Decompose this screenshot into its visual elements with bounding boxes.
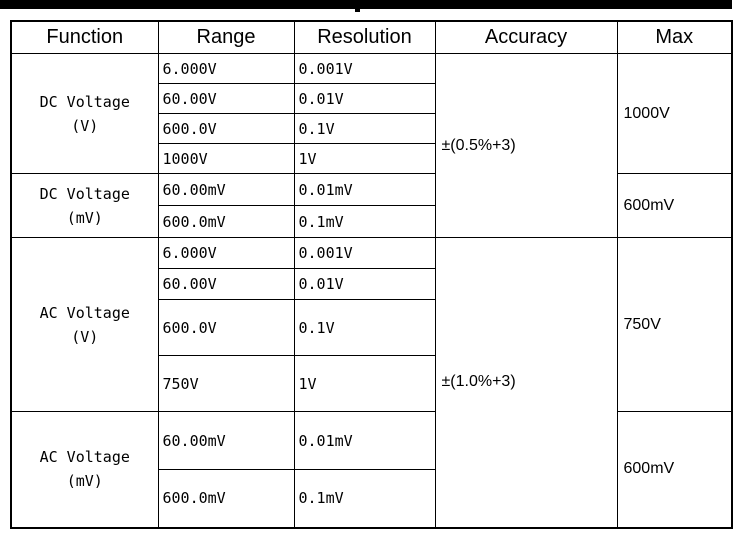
max-cell: 750V <box>617 238 732 412</box>
resolution-cell: 0.001V <box>294 238 435 269</box>
resolution-cell: 0.01mV <box>294 412 435 470</box>
table-row <box>11 412 732 470</box>
function-unit: (mV) <box>66 208 103 227</box>
header-row <box>11 21 732 54</box>
range-cell: 600.0V <box>158 114 294 144</box>
function-name: AC Voltage <box>39 303 130 322</box>
header-function: Function <box>11 21 158 54</box>
resolution-cell: 0.1V <box>294 114 435 144</box>
accuracy-cell: ±(0.5%+3) <box>435 54 617 238</box>
range-cell: 6.000V <box>158 238 294 269</box>
header-rule-mark <box>355 9 360 12</box>
header-resolution: Resolution <box>294 21 435 54</box>
header-rule <box>0 0 732 9</box>
function-unit: (V) <box>71 116 99 135</box>
resolution-cell: 0.001V <box>294 54 435 84</box>
max-cell: 600mV <box>617 174 732 238</box>
spec-table <box>10 20 733 529</box>
range-cell: 60.00V <box>158 269 294 300</box>
max-cell: 600mV <box>617 412 732 528</box>
function-cell <box>11 174 158 238</box>
resolution-cell: 1V <box>294 144 435 174</box>
header-accuracy: Accuracy <box>435 21 617 54</box>
range-cell: 600.0mV <box>158 206 294 238</box>
resolution-cell: 0.01V <box>294 269 435 300</box>
header-range: Range <box>158 21 294 54</box>
function-name: AC Voltage <box>39 448 130 467</box>
max-cell: 1000V <box>617 54 732 174</box>
function-name: DC Voltage <box>39 184 130 203</box>
range-cell: 600.0mV <box>158 470 294 528</box>
range-cell: 1000V <box>158 144 294 174</box>
function-unit: (mV) <box>66 472 103 491</box>
function-cell <box>11 54 158 174</box>
resolution-cell: 1V <box>294 356 435 412</box>
resolution-cell: 0.1V <box>294 300 435 356</box>
header-max: Max <box>617 21 732 54</box>
range-cell: 600.0V <box>158 300 294 356</box>
range-cell: 750V <box>158 356 294 412</box>
function-cell <box>11 238 158 412</box>
range-cell: 6.000V <box>158 54 294 84</box>
table-row <box>11 54 732 84</box>
range-cell: 60.00V <box>158 84 294 114</box>
function-cell <box>11 412 158 528</box>
resolution-cell: 0.1mV <box>294 470 435 528</box>
function-name: DC Voltage <box>39 92 130 111</box>
resolution-cell: 0.1mV <box>294 206 435 238</box>
resolution-cell: 0.01mV <box>294 174 435 206</box>
accuracy-cell: ±(1.0%+3) <box>435 238 617 528</box>
range-cell: 60.00mV <box>158 174 294 206</box>
table-row <box>11 174 732 206</box>
table-row <box>11 238 732 269</box>
resolution-cell: 0.01V <box>294 84 435 114</box>
function-unit: (V) <box>71 327 99 346</box>
range-cell: 60.00mV <box>158 412 294 470</box>
